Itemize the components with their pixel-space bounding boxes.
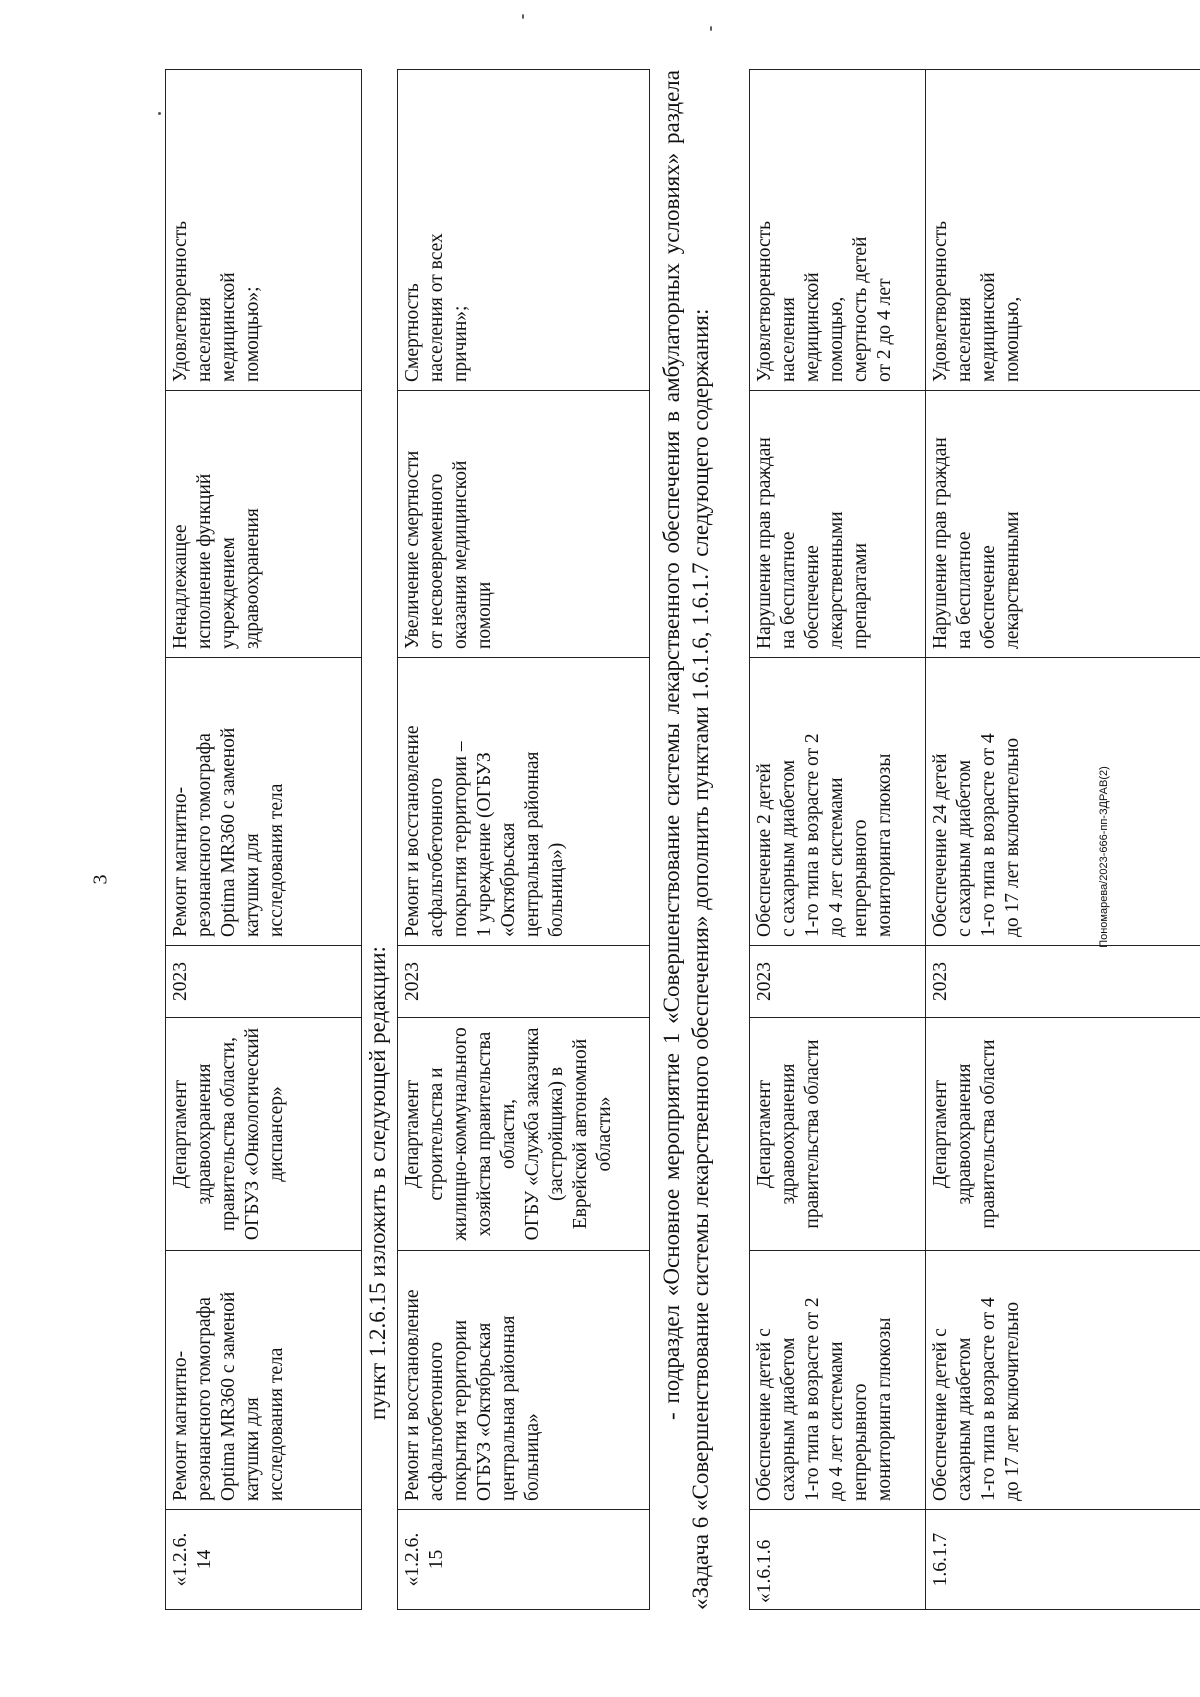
- cell-year: 2023: [750, 946, 926, 1018]
- footer-document-code-text: Пономарева/2023-666-пп-ЗДРАВ(2): [1098, 766, 1110, 948]
- cell-activity-name: Обеспечение детей с сахарным диабетом 1-го типа в возрасте от 2 до 4 лет системами непрерывного мониторинга глюкозы: [750, 1251, 926, 1510]
- paragraph-point-1-2-6-15: пункт 1.2.6.15 изложить в следующей редакции:: [365, 946, 390, 1420]
- cell-consequence: Нарушение прав граждан на бесплатное обеспечение лекарственными: [926, 391, 1200, 658]
- cell-year: 2023: [398, 946, 650, 1018]
- table-row-1-6-1-6: [750, 70, 926, 1610]
- cell-executor: Департамент здравоохранения правительства области: [750, 1018, 926, 1251]
- document-body-rotated: [165, 70, 1200, 1610]
- cell-indicator: Удовлетворенность населения медицинской помощью»;: [166, 70, 362, 391]
- cell-indicator: Смертность населения от всех причин»;: [398, 70, 650, 391]
- cell-indicator: Удовлетворенность населения медицинской помощью, смертность детей от 2 до 4 лет: [750, 70, 926, 391]
- cell-expected-result: Ремонт и восстановление асфальтобетонного покрытия территории – 1 учреждение (ОГБУЗ «Октябрьская центральная районная больница»): [398, 658, 650, 946]
- table-row-1-2-6-15: [397, 69, 650, 1610]
- cell-expected-result: Ремонт магнитно- резонансного томографа Optima MR360 с заменой катушки для исследования тела: [166, 658, 362, 946]
- cell-consequence: Увеличение смертности от несвоевременного оказания медицинской помощи: [398, 391, 650, 658]
- paragraph-subsection-amendment: - подраздел «Основное мероприятие 1 «Совершенствование системы лекарственного обеспечения в амбулаторных условиях» раздела «Задача 6 «Совершенствование системы лекарственного обеспечения» дополнить пунктами 1.6.1.6, 1.6.1.7 следующего содержания:: [659, 70, 713, 1610]
- cell-number: «1.6.1.6: [750, 1510, 926, 1610]
- cell-number: «1.2.6. 14: [166, 1510, 362, 1610]
- page-number: 3: [89, 874, 112, 885]
- cell-indicator: Удовлетворенность населения медицинской помощью,: [926, 70, 1200, 391]
- cell-executor: Департамент здравоохранения правительства области, ОГБУЗ «Онкологический диспансер»: [166, 1018, 362, 1251]
- cell-number: 1.6.1.7: [926, 1510, 1200, 1610]
- cell-number: «1.2.6. 15: [398, 1510, 650, 1610]
- cell-executor: Департамент здравоохранения правительства области: [926, 1018, 1200, 1251]
- table-rows-1-6-1: [749, 69, 1200, 1610]
- cell-activity-name: Обеспечение детей с сахарным диабетом 1-го типа в возрасте от 4 до 17 лет включительно: [926, 1251, 1200, 1510]
- cell-year: 2023: [926, 946, 1200, 1018]
- cell-consequence: Ненадлежащее исполнение функций учреждением здравоохранения: [166, 391, 362, 658]
- table-row-1-6-1-7: [926, 70, 1200, 1610]
- cell-executor: Департамент строительства и жилищно-коммунального хозяйства правительства области, ОГБУ «Служба заказчика (застройщика) в Еврейской автономной области»: [398, 1018, 650, 1251]
- scan-speck: [158, 112, 161, 115]
- cell-activity-name: Ремонт и восстановление асфальтобетонного покрытия территории ОГБУЗ «Октябрьская центральная районная больница»: [398, 1251, 650, 1510]
- scan-speck: [522, 14, 524, 19]
- cell-expected-result: Обеспечение 2 детей с сахарным диабетом 1-го типа в возрасте от 2 до 4 лет системами непрерывного мониторинга глюкозы: [750, 658, 926, 946]
- table-row-1-2-6-14: [165, 69, 362, 1610]
- cell-expected-result: Обеспечение 24 детей с сахарным диабетом 1-го типа в возрасте от 4 до 17 лет включительно: [926, 658, 1200, 946]
- cell-year: 2023: [166, 946, 362, 1018]
- cell-activity-name: Ремонт магнитно- резонансного томографа Optima MR360 с заменой катушки для исследования тела: [166, 1251, 362, 1510]
- scan-speck: [710, 26, 712, 31]
- cell-consequence: Нарушение прав граждан на бесплатное обеспечение лекарственными препаратами: [750, 391, 926, 658]
